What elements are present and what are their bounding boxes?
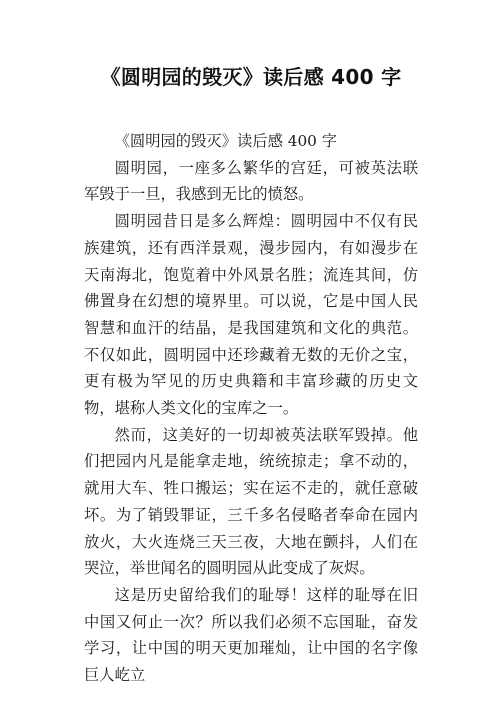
paragraph-2: 圆明园昔日是多么辉煌：圆明园中不仅有民族建筑，还有西洋景观，漫步园内，有如漫步在天南海北，饱览着中外风景名胜；流连其间，仿佛置身在幻想的境界里。可以说，它是中国人民智慧和血汗的结晶，是我国建筑和文化的典范。不仅如此，圆明园中还珍藏着无数的无价之宝，更有极为罕见的历史典籍和丰富珍藏的历史文物，堪称人类文化的宝库之一。 bbox=[84, 212, 418, 418]
document-title: 《圆明园的毁灭》读后感 400 字 bbox=[100, 65, 402, 89]
paragraph-subtitle: 《圆明园的毁灭》读后感 400 字 bbox=[114, 132, 338, 150]
paragraph-1: 圆明园，一座多么繁华的宫廷，可被英法联军毁于一旦，我感到无比的愤怒。 bbox=[84, 158, 418, 204]
paragraph-4: 这是历史留给我们的耻辱！这样的耻辱在旧中国又何止一次？所以我们必须不忘国耻，奋发学习，让中国的明天更加璀灿，让中国的名字像巨人屹立 bbox=[84, 585, 418, 685]
document-body bbox=[84, 128, 418, 689]
paragraph-3: 然而，这美好的一切却被英法联军毁掉。他们把园内凡是能拿走地，统统掠走；拿不动的，就用大车、牲口搬运；实在运不走的，就任意破坏。为了销毁罪证，三千多名侵略者奉命在园内放火，大火连烧三天三夜，大地在颤抖，人们在哭泣，举世闻名的圆明园从此变成了灰烬。 bbox=[84, 425, 418, 578]
